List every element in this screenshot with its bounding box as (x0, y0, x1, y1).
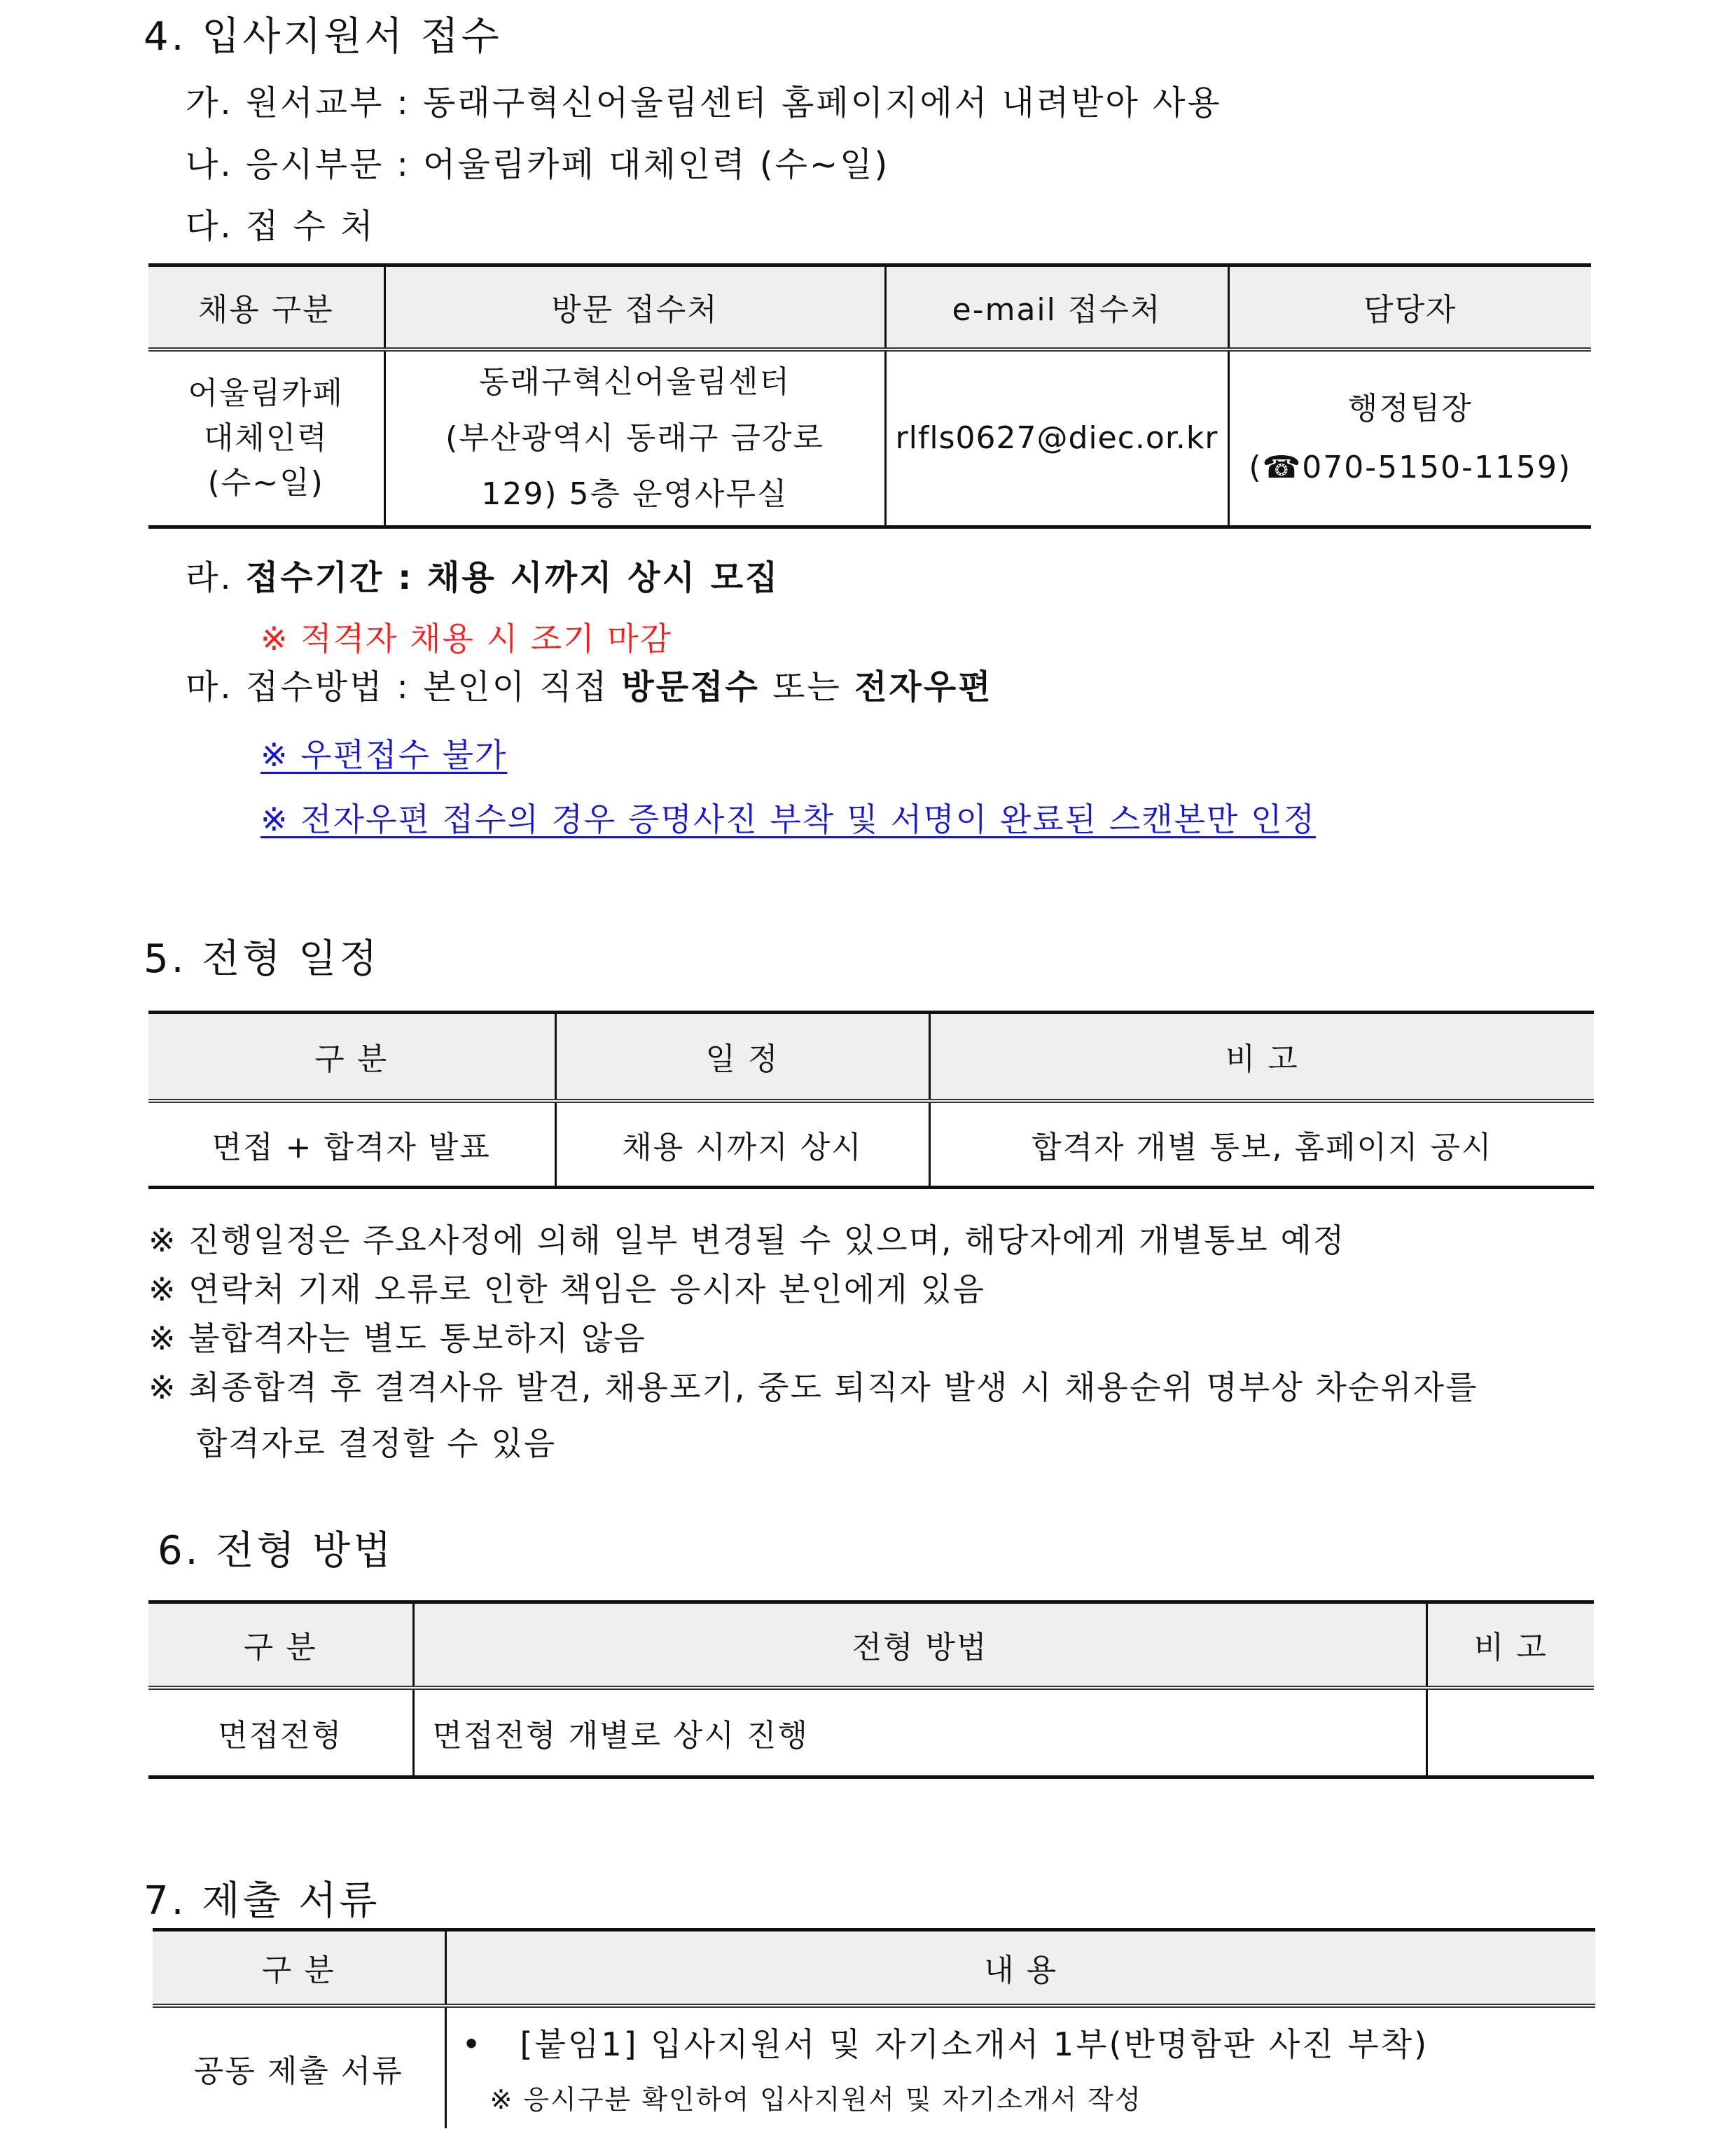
item-ma-mid: 또는 (759, 667, 855, 707)
item-ma-visit: 방문접수 (621, 667, 760, 707)
schedule-note-cont: 합격자로 결정할 수 있음 (196, 1424, 557, 1462)
contact-line: (☎070-5150-1159) (1249, 449, 1572, 485)
item-ra (186, 550, 779, 599)
header-schedule: 일 정 (555, 1013, 929, 1101)
header-remarks: 비 고 (1426, 1602, 1594, 1688)
visit-line: 129) 5층 운영사무실 (481, 476, 789, 512)
item-ra-prefix: 라. (186, 558, 246, 597)
email-scan-note: ※ 전자우편 접수의 경우 증명사진 부착 및 서명이 완료된 스캔본만 인정 (261, 800, 1316, 838)
cell-stage: 면접전형 (148, 1688, 413, 1777)
cell-stage: 면접 + 합격자 발표 (148, 1101, 555, 1188)
item-da: 다. 접 수 처 (186, 207, 375, 246)
schedule-table (148, 1011, 1594, 1189)
cell-common-docs: 공동 제출 서류 (153, 2006, 445, 2128)
early-close-note: ※ 적격자 채용 시 조기 마감 (261, 620, 673, 658)
doc-item-text: [붙임1] 입사지원서 및 자기소개서 1부(반명함판 사진 부착) (520, 2025, 1429, 2063)
header-category: 구 분 (148, 1013, 555, 1101)
cell-remarks (1426, 1688, 1594, 1777)
cell-method: 면접전형 개별로 상시 진행 (413, 1688, 1426, 1777)
documents-table (153, 1928, 1595, 2128)
category-line: 대체인력 (203, 419, 328, 456)
no-mail-note: ※ 우편접수 불가 (261, 736, 508, 774)
contact-line: 행정팀장 (1347, 391, 1473, 427)
category-line: (수~일) (207, 464, 324, 501)
header-category: 구 분 (153, 1930, 445, 2006)
item-ga: 가. 원서교부 : 동래구혁신어울림센터 홈페이지에서 내려받아 사용 (186, 83, 1222, 123)
item-na: 나. 응시부문 : 어울림카페 대체인력 (수~일) (186, 145, 890, 184)
visit-line: (부산광역시 동래구 금강로 (445, 419, 824, 456)
header-remarks: 비 고 (929, 1013, 1594, 1101)
cell-schedule: 채용 시까지 상시 (555, 1101, 929, 1188)
header-method: 전형 방법 (413, 1602, 1426, 1688)
schedule-note: ※ 최종합격 후 결격사유 발견, 채용포기, 중도 퇴직자 발생 시 채용순위 명부상 차순위자를 (148, 1368, 1478, 1406)
bullet-icon: • (461, 2025, 483, 2063)
cell-visit (384, 349, 885, 527)
visit-line: 동래구혁신어울림센터 (478, 363, 791, 400)
doc-item-note: ※ 응시구분 확인하여 입사지원서 및 자기소개서 작성 (489, 2084, 1142, 2115)
schedule-note: ※ 연락처 기재 오류로 인한 책임은 응시자 본인에게 있음 (148, 1270, 986, 1308)
header-category: 채용 구분 (148, 265, 384, 349)
section-6-title: 6. 전형 방법 (158, 1528, 394, 1574)
cell-doc-content (445, 2006, 1595, 2128)
section-7-title: 7. 제출 서류 (144, 1878, 380, 1924)
header-email: e-mail 접수처 (885, 265, 1228, 349)
header-content: 내 용 (445, 1930, 1595, 2006)
cell-category (148, 349, 384, 527)
header-visit: 방문 접수처 (384, 265, 885, 349)
category-line: 어울림카페 (188, 375, 345, 412)
method-table (148, 1600, 1594, 1779)
item-ma-email: 전자우편 (854, 667, 993, 707)
section-5-title: 5. 전형 일정 (144, 936, 380, 982)
item-ma (186, 660, 993, 708)
item-ra-text: 접수기간 : 채용 시까지 상시 모집 (245, 558, 780, 597)
cell-remarks: 합격자 개별 통보, 홈페이지 공시 (1032, 1129, 1493, 1165)
header-category: 구 분 (148, 1602, 413, 1688)
schedule-note: ※ 진행일정은 주요사정에 의해 일부 변경될 수 있으며, 해당자에게 개별통보 예정 (148, 1221, 1346, 1259)
header-contact: 담당자 (1228, 265, 1591, 349)
cell-email: rlfls0627@diec.or.kr (885, 349, 1228, 527)
reception-table (148, 263, 1591, 529)
schedule-note: ※ 불합격자는 별도 통보하지 않음 (148, 1319, 646, 1357)
doc-item (462, 2019, 1596, 2065)
cell-contact (1228, 349, 1591, 527)
item-ma-prefix: 마. 접수방법 : 본인이 직접 (186, 667, 622, 707)
section-4-title: 4. 입사지원서 접수 (144, 14, 502, 60)
